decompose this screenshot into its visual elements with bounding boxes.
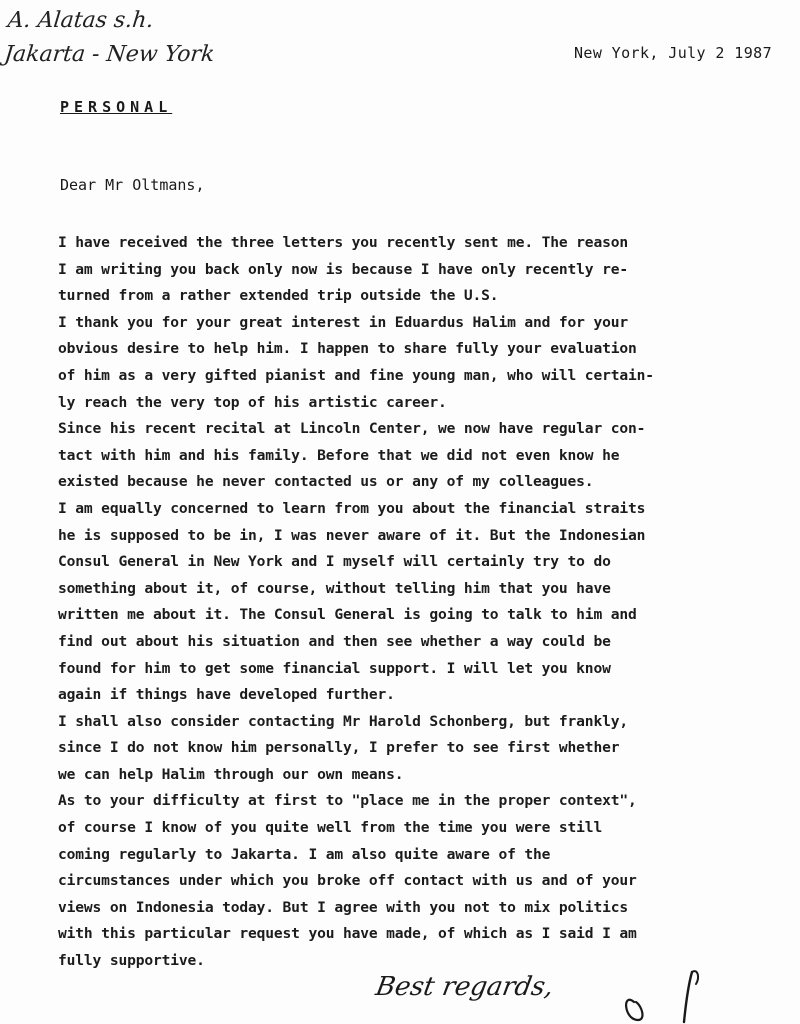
- letterhead: [2, 4, 219, 72]
- body-line: existed because he never contacted us or any of my colleagues.: [58, 473, 594, 491]
- body-line: I have received the three letters you recently sent me. The reason: [58, 234, 628, 251]
- letter-date: New York, July 2 1987: [573, 44, 772, 62]
- body-line: I thank you for your great interest in Eduardus Halim and for your: [58, 313, 628, 331]
- body-line: As to your difficulty at first to "place me in the proper context",: [58, 792, 637, 810]
- salutation: Dear Mr Oltmans,: [60, 176, 205, 194]
- body-line: Since his recent recital at Lincoln Center, we now have regular con-: [58, 420, 646, 438]
- body-line: Consul General in New York and I myself will certainly try to do: [58, 553, 611, 571]
- body-line: he is supposed to be in, I was never aware of it. But the Indonesian: [58, 526, 646, 544]
- body-line: since I do not know him personally, I prefer to see first whether: [58, 739, 620, 757]
- body-line: again if things have developed further.: [58, 686, 395, 704]
- body-line: views on Indonesia today. But I agree with you not to mix politics: [58, 898, 628, 916]
- body-line: we can help Halim through our own means.: [58, 765, 404, 783]
- body-line: I shall also consider contacting Mr Harold Schonberg, but frankly,: [58, 712, 628, 730]
- body-line: I am equally concerned to learn from you about the financial straits: [58, 499, 646, 517]
- letterhead-name: A. Alatas s.h.: [6, 8, 155, 33]
- body-line: turned from a rather extended trip outside the U.S.: [58, 287, 499, 305]
- closing-handwritten: Best regards,: [373, 972, 556, 1002]
- body-line: ly reach the very top of his artistic career.: [58, 393, 447, 411]
- letterhead-cities: Jakarta - New York: [2, 42, 216, 67]
- body-line: with this particular request you have made, of which as I said I am: [58, 925, 637, 943]
- body-line: coming regularly to Jakarta. I am also quite aware of the: [58, 845, 551, 863]
- body-line: tact with him and his family. Before that we did not even know he: [58, 446, 620, 464]
- body-line: of him as a very gifted pianist and fine young man, who will certain-: [58, 366, 654, 384]
- body-line: written me about it. The Consul General is going to talk to him and: [58, 606, 637, 624]
- personal-heading: PERSONAL: [60, 98, 173, 116]
- body-line: fully supportive.: [58, 952, 205, 970]
- body-line: obvious desire to help him. I happen to share fully your evaluation: [58, 340, 637, 358]
- signature-scribble: [612, 962, 752, 1024]
- body-line: found for him to get some financial support. I will let you know: [58, 659, 611, 677]
- body-line: find out about his situation and then see whether a way could be: [58, 632, 611, 650]
- body-line: of course I know of you quite well from the time you were still: [58, 819, 603, 837]
- letter-body: [58, 230, 798, 975]
- body-line: something about it, of course, without telling him that you have: [58, 579, 611, 597]
- body-line: I am writing you back only now is because I have only recently re-: [58, 260, 628, 278]
- body-line: circumstances under which you broke off contact with us and of your: [58, 872, 637, 890]
